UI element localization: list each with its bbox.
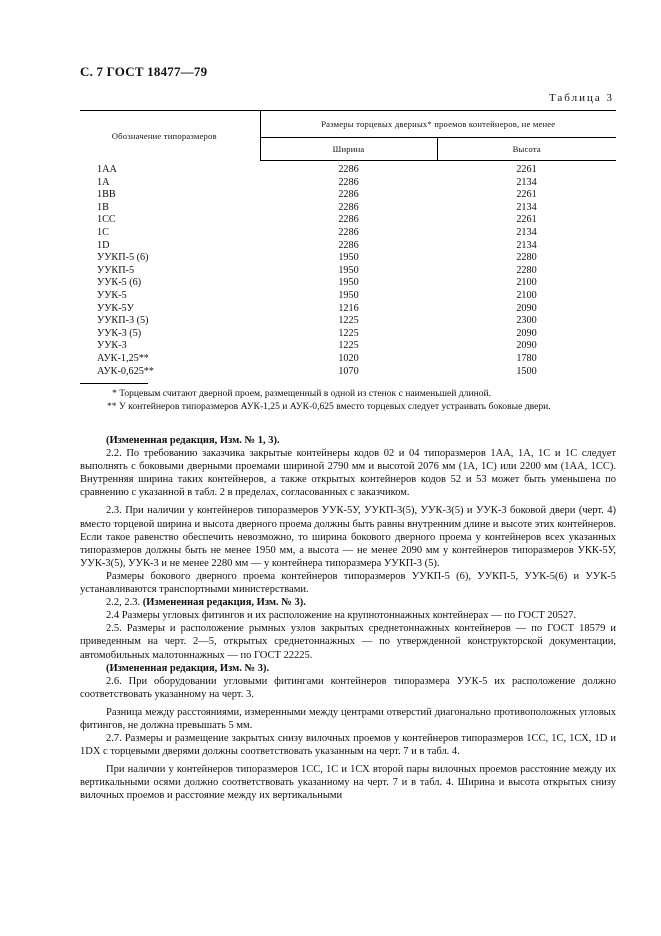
cell-height: 2134 [516, 226, 537, 238]
cell-height: 2090 [516, 340, 537, 352]
cell-width: 1950 [338, 252, 359, 264]
cell-width: 2286 [338, 176, 359, 188]
cell-designation: УУК-5 [97, 289, 127, 301]
cell-width: 1950 [338, 289, 359, 301]
paragraph-diagonal: Разница между расстояниями, измеренными между центрами отверстий диагонально противоположных угловых фитингов, не должна превышать 5 мм. [80, 706, 616, 731]
table-row [80, 265, 616, 278]
table-caption: Таблица 3 [548, 92, 614, 104]
table-row [80, 161, 616, 177]
cell-height: 2134 [516, 176, 537, 188]
cell-designation: АУК-0,625** [97, 365, 154, 377]
page-header: С. 7 ГОСТ 18477—79 [80, 64, 208, 79]
table-row [80, 227, 616, 240]
paragraph-2-6: 2.6. При оборудовании угловыми фитингами контейнеров типоразмера УУК-5 их расположение должно соответствовать указанному на черт. 3. [80, 675, 616, 700]
cell-width: 2286 [338, 201, 359, 213]
table-row [80, 177, 616, 190]
cell-width: 2286 [338, 164, 359, 175]
cell-width: 1225 [338, 327, 359, 339]
cell-designation: АУК-1,25** [97, 352, 149, 364]
dimensions-table [80, 110, 616, 378]
cell-height: 2300 [516, 315, 537, 327]
col-designation-header: Обозначение типоразмеров [80, 111, 260, 161]
table-row [80, 340, 616, 353]
table-body [80, 161, 616, 379]
cell-designation: 1D [97, 239, 110, 251]
paragraph-2-3: 2.3. При наличии у контейнеров типоразмеров УУК-5У, УУКП-3(5), УУК-3(5) и УУК-3 боковой двери (черт. 4) вместо торцевой ширина и высота дверного проема должны быть равны внутренним длине и высоте этих контейнеров. Если такое равенство обеспечить невозможно, то ширина бокового дверного проема у контейнеров всех указанных типоразмеров должны быть не менее 1950 мм, а высота — не менее 2090 мм у контейнеров типоразмеров УКК-5У, УУК-3(5), УУК-3 и не менее 2280 мм — у контейнера типоразмера УУКП-3 (5). [80, 505, 616, 569]
cell-width: 1020 [338, 352, 359, 364]
cell-width: 2286 [338, 239, 359, 251]
paragraph-2-2-2-3 [80, 596, 616, 609]
table-row [80, 240, 616, 253]
cell-designation: 1А [97, 176, 110, 188]
cell-designation: УУКП-5 [97, 264, 135, 276]
cell-designation: 1АА [97, 163, 117, 175]
footnote-2: ** У контейнеров типоразмеров АУК-1,25 и АУК-0,625 вместо торцевых следует устраивать боковые двери. [107, 401, 551, 413]
cell-designation: УУКП-3 (5) [97, 315, 149, 327]
col-height-header: Высота [437, 138, 616, 161]
paragraph-last: При наличии у контейнеров типоразмеров 1СС, 1С и 1СХ второй пары вилочных проемов расстояние между их вертикальными осями должно соответствовать указанному на черт. 7 и в табл. 4. Ширина и высота открытых снизу вилочных проемов и расстояние между их вертикальными [80, 764, 616, 802]
cell-height: 2134 [516, 239, 537, 251]
cell-designation: 1ВВ [97, 189, 116, 201]
cell-designation: УУКП-5 (6) [97, 252, 149, 264]
table-row [80, 214, 616, 227]
paragraph-2-4: 2.4 Размеры угловых фитингов и их расположение на крупнотоннажных контейнерах — по ГОСТ 20527. [106, 610, 577, 622]
table-row [80, 277, 616, 290]
cell-designation: 1СС [97, 214, 116, 226]
cell-designation: УУК-5 (6) [97, 277, 142, 289]
paragraph-2-2-2-3-prefix: 2.2, 2.3. [106, 597, 143, 609]
footnotes [80, 387, 616, 414]
cell-width: 1216 [338, 302, 359, 314]
cell-width: 1225 [338, 315, 359, 327]
cell-width: 1225 [338, 340, 359, 352]
cell-height: 2280 [516, 264, 537, 276]
table-row [80, 290, 616, 303]
cell-height: 1780 [516, 352, 537, 364]
table-row [80, 303, 616, 316]
cell-height: 1500 [516, 365, 537, 377]
table-row [80, 315, 616, 328]
paragraph-2-5: 2.5. Размеры и расположение рымных узлов закрытых среднетоннажных контейнеров — по ГОСТ 18579 и приведенным на черт. 2—5, открытых среднетоннажных — по утвержденной конструкторской документации, автомобильных малотоннажных — по ГОСТ 22225. [80, 623, 616, 661]
cell-height: 2134 [516, 201, 537, 213]
col-group-header: Размеры торцевых дверных* проемов контейнеров, не менее [260, 111, 616, 138]
cell-width: 2286 [338, 189, 359, 201]
table-row [80, 366, 616, 379]
cell-designation: УУК-3 [97, 340, 127, 352]
paragraph-2-7: 2.7. Размеры и размещение закрытых снизу вилочных проемов у контейнеров типоразмеров 1СС, 1С, 1СХ, 1D и 1DХ с торцевыми дверями должны соответствовать указанным на черт. 7 и в табл. 4. [80, 733, 616, 758]
table-row [80, 353, 616, 366]
table-row [80, 252, 616, 265]
cell-height: 2261 [516, 189, 537, 201]
cell-height: 2280 [516, 252, 537, 264]
cell-height: 2261 [516, 164, 537, 175]
footnote-divider [80, 383, 148, 384]
table-row [80, 189, 616, 202]
footnote-1: * Торцевым считают дверной проем, размещенный в одной из стенок с наименьшей длиной. [112, 388, 492, 399]
paragraph-side-door: Размеры бокового дверного проема контейнеров типоразмеров УУКП-5 (6), УУКП-5, УУК-5(6) и УУК-5 устанавливаются транспортными министерствами. [80, 570, 616, 596]
cell-width: 1070 [338, 365, 359, 377]
cell-width: 2286 [338, 214, 359, 226]
cell-designation: УУК-3 (5) [97, 327, 142, 339]
paragraph-2-2: 2.2. По требованию заказчика закрытые контейнеры кодов 02 и 04 типоразмеров 1АА, 1А, 1С и 1С следует выполнять с боковыми дверными проемами шириной 2790 мм и высотой 2076 мм (1А, 1С) или 2200 мм (1АА, 1СС). Внутренняя ширина таких контейнеров, а также открытых контейнеров кодов 52 и 53 может быть уменьшена по сравнению с указанной в табл. 2 в пределах, согласованных с заказчиком. [80, 448, 616, 499]
cell-height: 2090 [516, 327, 537, 339]
col-width-header: Ширина [260, 138, 437, 161]
cell-height: 2100 [516, 277, 537, 289]
cell-width: 1950 [338, 264, 359, 276]
cell-height: 2090 [516, 302, 537, 314]
table-row [80, 202, 616, 215]
revision-note-3: (Измененная редакция, Изм. № 3). [106, 662, 270, 674]
revision-note-1: (Измененная редакция, Изм. № 1, 3). [106, 435, 280, 446]
cell-height: 2261 [516, 214, 537, 226]
cell-designation: 1В [97, 201, 109, 213]
cell-width: 2286 [338, 226, 359, 238]
cell-designation: 1С [97, 226, 109, 238]
body-text [80, 434, 616, 803]
cell-height: 2100 [516, 289, 537, 301]
table-row [80, 328, 616, 341]
cell-designation: УУК-5У [97, 302, 134, 314]
cell-width: 1950 [338, 277, 359, 289]
revision-note-2: (Измененная редакция, Изм. № 3). [142, 597, 306, 609]
